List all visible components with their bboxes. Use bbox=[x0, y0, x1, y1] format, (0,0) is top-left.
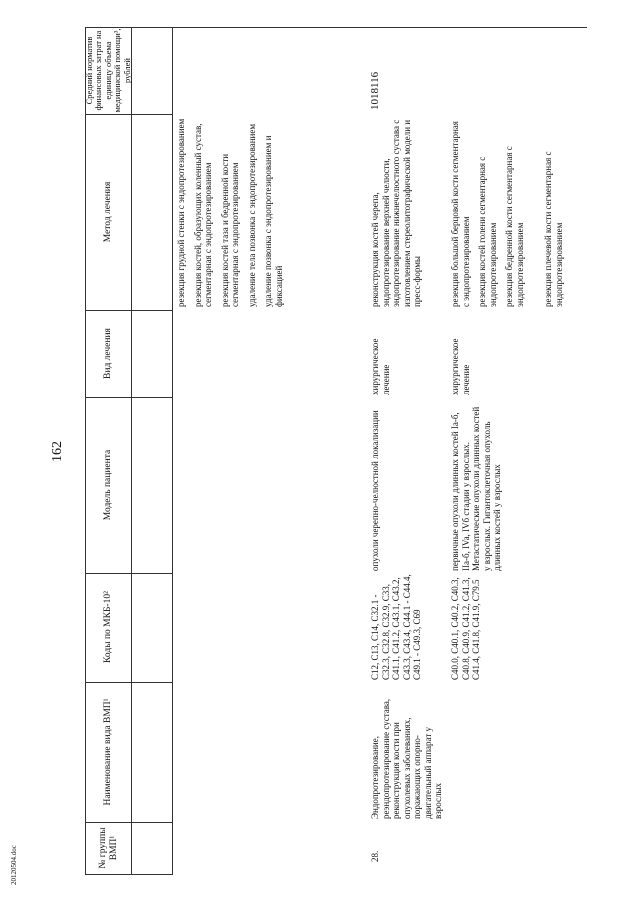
continuation-method-list bbox=[176, 117, 366, 307]
list-item: резекция костей, образующих коленный сустав, сегментарная с эндопротезированием bbox=[192, 123, 213, 307]
list-item: удаление тела позвонка с эндопротезированием bbox=[246, 123, 257, 307]
header-average-cost: Средний норматив финансовых затрат на единицу объема медицинской помощи³, рублей bbox=[83, 28, 132, 113]
header-treatment-type: Вид лечения bbox=[103, 328, 113, 379]
row-28-treatment-type-2: хирургическое лечение bbox=[450, 338, 471, 395]
footer-file-code: 20120504.doc bbox=[10, 845, 18, 885]
row-28-patient-model-1: опухоли черепно-челюстной локализации bbox=[370, 410, 380, 571]
row-28-treatment-type-1: хирургическое лечение bbox=[370, 338, 391, 395]
list-item: резекция костей таза и бедренной кости сегментарная с эндопротезированием bbox=[219, 153, 240, 307]
row-28-average-cost: 1018116 bbox=[369, 71, 381, 110]
list-item: резекция бедренной кости сегментарная с эндопротезированием bbox=[504, 146, 525, 307]
header-group-number: № группы ВМП¹ bbox=[97, 827, 119, 869]
header-treatment-method: Метод лечения bbox=[103, 181, 113, 243]
row-28-group-number: 28. bbox=[370, 850, 380, 862]
row-28-vmp-name: Эндопротезирование, реэндопротезирование сустава, реконструкция кости при опухолевых заболеваниях, поражающих опорно-двигательный аппарат у взрослых bbox=[370, 698, 443, 819]
list-item: удаление позвонка с эндопротезированием и фиксацией bbox=[263, 135, 284, 307]
row-28-mkb-codes-1: C12, C13, C14, C32.1 - C32.3, C32.8, C32.9, C33, C41.1, C41.2, C43.1, C43.2, C43.3, C43.4, C44.1 - C44.4, C49.1 - C49.3, C69 bbox=[370, 574, 422, 680]
list-item: резекция костей голени сегментарная с эндопротезированием bbox=[477, 156, 498, 307]
page-number: 162 bbox=[50, 441, 65, 462]
row-28-patient-model-2: первичные опухоли длинных костей Ia-б, IIa-б, IVa, IVб стадии у взрослых. Метастатические опухоли длинных костей у взрослых. Гигантоклеточная опухоль длинных костей у взрослых bbox=[450, 406, 502, 571]
row-28-mkb-codes-2: C40.0, C40.1, C40.2, C40.3, C40.8, C40.9, C41.2, C41.3, C41.4, C41.8, C41.9, C79.5 bbox=[450, 577, 481, 680]
header-patient-model: Модель пациента bbox=[103, 449, 113, 521]
list-item: резекция грудной стенки с эндопротезированием bbox=[176, 118, 186, 307]
list-item: реконструкция костей черепа, эндопротезирование верхней челюсти, эндопротезирование нижнечелюстного сустава с изготовлением стереолитографической модели и пресс-формы bbox=[370, 119, 422, 307]
header-mkb-codes: Коды по МКБ-10² bbox=[103, 591, 113, 663]
header-vmp-name: Наименование вида ВМП¹ bbox=[103, 698, 113, 806]
row-28-treatment-method-1 bbox=[370, 117, 448, 307]
list-item: резекция большой берцовой кости сегментарная с эндопротезированием bbox=[450, 121, 471, 307]
row-28-treatment-method-2 bbox=[450, 117, 580, 307]
list-item: резекция плечевой кости сегментарная с эндопротезированием bbox=[543, 151, 564, 307]
